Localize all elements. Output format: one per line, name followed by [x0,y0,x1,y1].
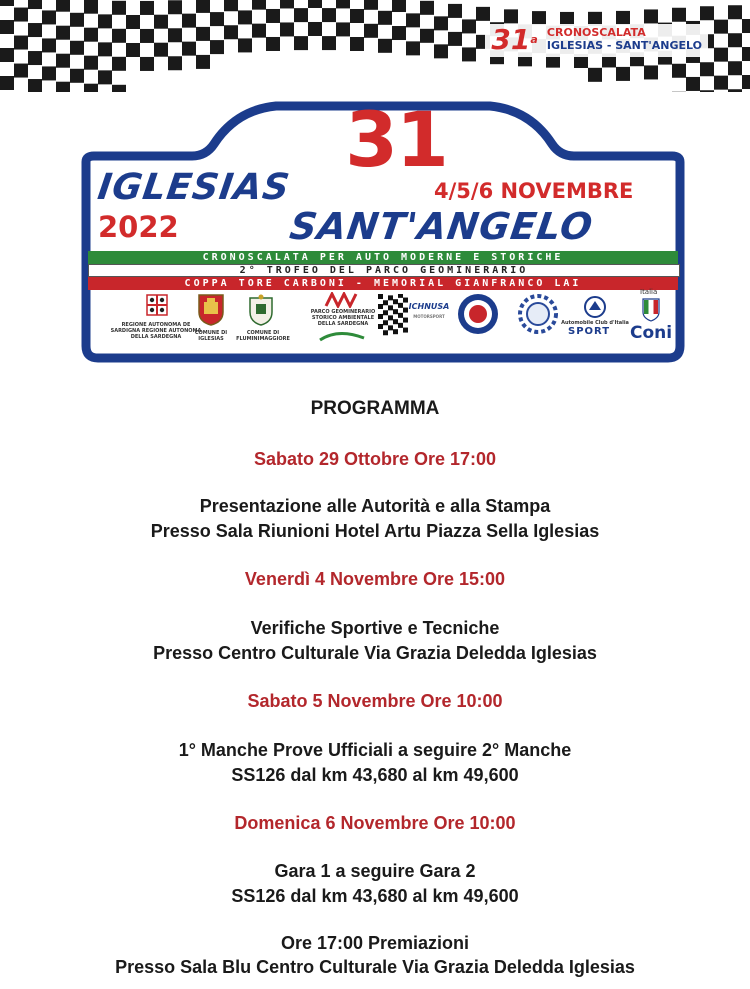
checker-square [322,36,336,50]
plate-city-iglesias: IGLESIAS [95,167,293,208]
checker-square [28,23,42,37]
checker-square [14,36,28,50]
checker-square [154,15,168,29]
checker-square [700,6,714,20]
checker-square [266,37,280,51]
checker-square [714,20,728,34]
checkered-flag-icon [378,294,408,338]
checker-square [364,0,378,10]
checker-square [0,48,14,62]
gear-badge-icon [518,294,558,334]
checker-square [294,36,308,50]
checker-square [420,29,434,43]
checker-square [252,24,266,38]
corner-event-type: CRONOSCALATA [546,26,646,39]
checker-square [154,43,168,57]
checker-square [0,20,14,34]
event-5-description: Ore 17:00 Premiazioni [280,933,470,953]
parco-geominerario-logo [324,292,358,308]
corner-edition-number: 31$^a$ [491,23,538,56]
checker-square [588,68,602,82]
checker-square [196,0,210,13]
fluminimaggiore-caption: COMUNE DI FLUMINIMAGGIORE [236,330,290,342]
event-3-heading: Sabato 5 Novembre Ore 10:00 [247,691,503,711]
checker-square [504,9,518,23]
event-1-description: Presentazione alle Autorità e alla Stampa [199,496,551,516]
mini-checker-square [393,309,398,314]
parco-geominerario-caption: PARCO GEOMINERARIO STORICO AMBIENTALE DELLA SARDEGNA [310,309,376,327]
checker-square [616,11,630,25]
checker-square [196,27,210,41]
checker-square [406,13,420,27]
checker-square [266,9,280,23]
event-4-heading: Domenica 6 Novembre Ore 10:00 [234,813,516,833]
regione-sardegna-caption: REGIONE AUTONOMA DE SARDIGNA REGIONE AUTONOMA DELLA SARDEGNA [110,322,202,340]
parco-green-swoosh-icon [318,328,366,342]
checker-square [462,19,476,33]
checker-square [742,19,750,33]
checker-square [70,41,84,55]
checker-square [672,64,686,78]
iglesias-caption: COMUNE DI IGLESIAS [194,330,228,342]
checker-square [140,1,154,15]
checker-square [308,22,322,36]
checker-square [42,38,56,52]
checker-square [406,41,420,55]
checker-square [98,70,112,84]
regione-sardegna-logo [146,294,168,316]
checker-square [280,22,294,36]
mini-checker-square [383,330,388,335]
checker-square [532,11,546,25]
mini-checker-square [388,315,393,320]
mini-checker-square [383,310,388,315]
checker-square [182,42,196,56]
checker-square [728,33,742,47]
event-2-description: Verifiche Sportive e Tecniche [250,618,500,638]
checker-square [70,13,84,27]
aci-sport-label: SPORT [568,326,611,337]
checker-square [364,24,378,38]
checker-square [700,62,714,76]
mini-checker-square [378,324,383,329]
checker-square [84,0,98,14]
checker-square [322,8,336,22]
rally-plate [76,96,690,366]
checker-square [168,28,182,42]
event-3-location: SS126 dal km 43,680 al km 49,600 [231,765,519,785]
mini-checker-square [403,328,408,333]
checker-square [112,29,126,43]
checker-square [84,28,98,42]
checker-square [224,0,238,11]
ichnusa-sub-label: MOTORSPORT [413,314,445,319]
checker-square [742,47,750,61]
plate-city-santangelo: SANT'ANGELO [287,205,596,248]
checker-square [112,1,126,15]
corner-event-route: IGLESIAS - SANT'ANGELO [546,39,702,52]
checker-square [0,76,14,90]
checker-square [476,7,490,21]
checker-square [728,89,742,92]
checker-square [742,75,750,89]
checker-square [462,47,476,61]
mini-checker-square [403,298,408,303]
checker-square [308,0,322,8]
checker-square [672,8,686,22]
checker-square [56,82,70,92]
checker-square [168,56,182,70]
event-2-location: Presso Centro Culturale Via Grazia Deledda Iglesias [153,643,597,663]
checker-square [182,14,196,28]
fluminimaggiore-crest-icon [248,294,274,326]
checker-square [336,22,350,36]
mini-checker-square [398,294,403,298]
checker-square [84,84,98,92]
checker-square [210,12,224,26]
checker-square [644,9,658,23]
iglesias-crest-icon [196,292,226,326]
checker-square [112,85,126,92]
checker-square [392,26,406,40]
checker-square [714,48,728,62]
event-4-description: Gara 1 a seguire Gara 2 [274,861,476,881]
mini-checker-square [393,299,398,304]
checker-square [70,69,84,83]
checker-square [434,44,448,58]
checker-square [448,32,462,46]
checker-square [168,0,182,14]
plate-edition-number: 31 [345,95,447,184]
mini-checker-square [383,320,388,325]
plate-band-trophy: 2° TROFEO DEL PARCO GEOMINERARIO [88,264,680,277]
checker-square [686,77,700,91]
checker-square [126,15,140,29]
checker-square [392,0,406,12]
mini-checker-square [378,294,383,299]
checker-square [728,61,742,75]
mini-checker-square [398,303,403,308]
checker-square [252,0,266,10]
checker-square [448,4,462,18]
event-3-description: 1° Manche Prove Ufficiali a seguire 2° Manche [178,740,572,760]
checker-square [14,64,28,78]
checker-square [378,39,392,53]
aci-caption: Automobile Club d'Italia [561,320,629,326]
mini-checker-square [398,323,403,328]
mini-checker-square [398,313,403,318]
ichnusa-label: ICHNUSA [408,302,450,311]
event-1-location: Presso Sala Riunioni Hotel Artu Piazza Sella Iglesias [150,521,600,541]
checker-square [56,0,70,12]
checker-square [140,29,154,43]
checker-square [378,11,392,25]
checker-square [728,5,742,19]
coni-label: Coni [630,323,673,343]
event-4-location: SS126 dal km 43,680 al km 49,600 [231,886,519,906]
checker-square [140,57,154,71]
checker-square [14,8,28,22]
event-1-heading: Sabato 29 Ottobre Ore 17:00 [253,449,497,469]
checker-square [700,90,714,92]
checker-square [434,16,448,30]
checker-square [42,10,56,24]
checker-square [42,66,56,80]
checker-square [28,51,42,65]
checker-square [28,79,42,92]
plate-band-category: CRONOSCALATA PER AUTO MODERNE E STORICHE [88,251,678,264]
mini-checker-square [393,319,398,324]
aci-logo-icon [584,296,606,318]
coni-shield-icon [642,298,660,322]
checker-square [84,56,98,70]
plate-band-memorial: COPPA TORE CARBONI - MEMORIAL GIANFRANCO LAI [88,277,678,290]
checker-square [126,43,140,57]
checker-square [238,10,252,24]
checker-square [350,37,364,51]
mini-checker-square [378,314,383,319]
checker-square [196,55,210,69]
mini-checker-square [388,295,393,300]
checker-square [644,65,658,79]
plate-year: 2022 [98,210,179,244]
checker-square [224,25,238,39]
event-5-location: Presso Sala Blu Centro Culturale Via Grazia Deledda Iglesias [115,957,635,977]
checker-square [56,54,70,68]
italia-label: Italia [640,288,658,296]
mini-checker-square [378,304,383,309]
plate-dates: 4/5/6 NOVEMBRE [434,179,634,203]
checker-square [280,0,294,8]
checker-square [98,14,112,28]
checker-square [28,0,42,9]
corner-event-badge [485,24,708,57]
mini-checker-square [388,325,393,330]
checker-square [112,57,126,71]
checker-square [98,42,112,56]
program-title: PROGRAMMA [310,398,440,419]
checker-square [238,38,252,52]
checker-square [0,0,14,6]
checker-square [420,1,434,15]
checker-square [210,40,224,54]
sponsor-logos [106,288,673,354]
checker-square [350,9,364,23]
mini-checker-square [388,305,393,310]
checker-square [616,67,630,81]
checker-square [56,26,70,40]
checker-square [336,0,350,8]
checker-square [714,76,728,90]
checker-square [294,8,308,22]
mini-checker-square [393,329,398,334]
mini-checker-square [383,300,388,305]
corner-edition-superscript: a [530,33,538,46]
club-round-badge-icon [456,292,500,336]
event-2-heading: Venerdì 4 Novembre Ore 15:00 [244,569,506,589]
